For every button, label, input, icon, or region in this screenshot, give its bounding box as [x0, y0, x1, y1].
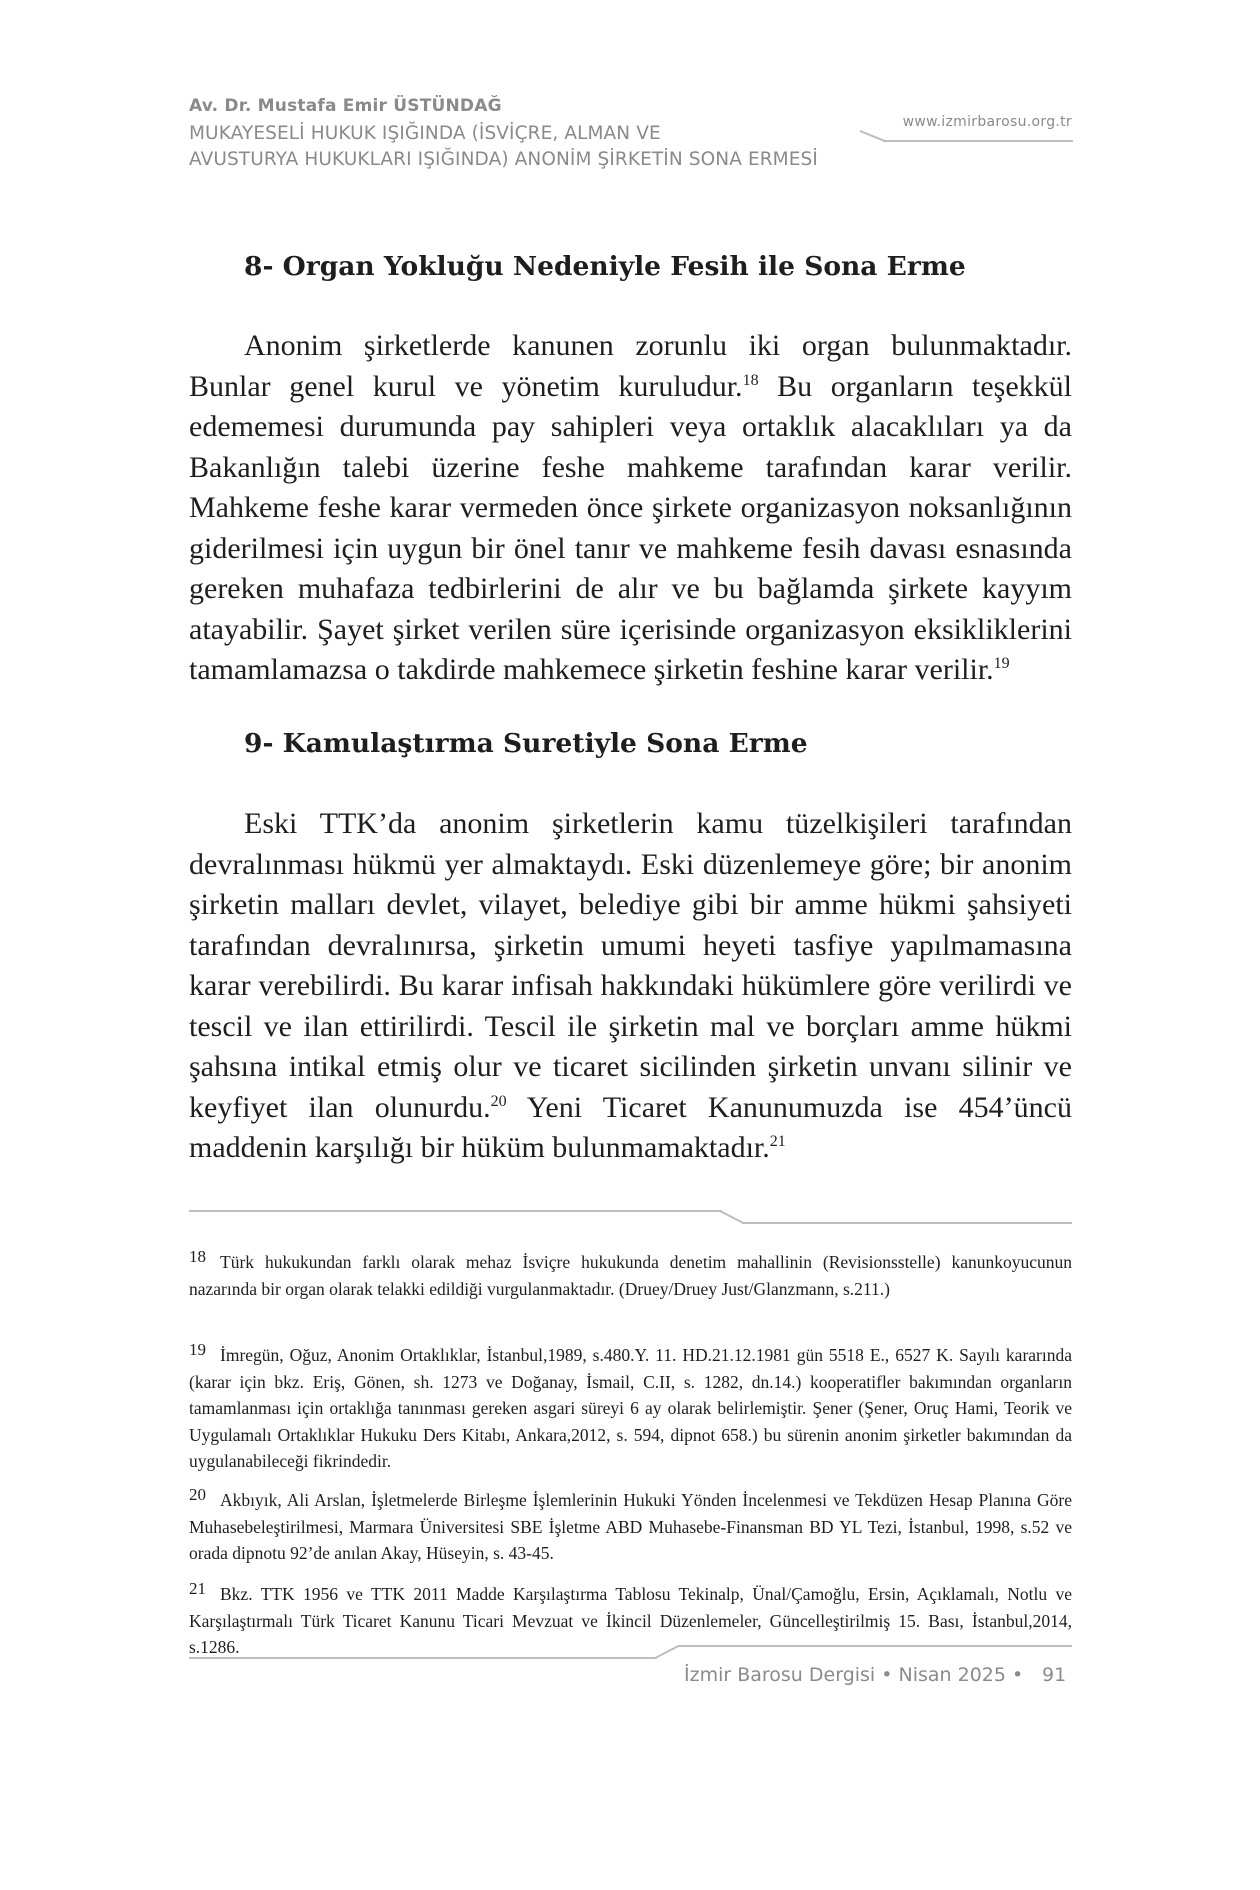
- section-8-text-2: Bu organların teşekkül edememesi durumunda pay sahipleri veya ortaklık alacaklıları ya da Bakanlığın talebi üzerine feshe mahkeme tarafından karar verilir. Mahkeme feshe karar vermeden önce şirkete organizasyon noksanlığının giderilmesi için uygun bir önel tanır ve mahkeme fesih davası esnasında gereken muhafaza tedbirlerini de alır ve bu bağlamda şirkete kayyım atayabilir. Şayet şirket verilen süre içerisinde organizasyon eksikliklerini tamamlamazsa o takdirde mahkemece şirketin feshine karar verilir.: [189, 369, 1072, 686]
- running-header-title-line1: MUKAYESELİ HUKUK IŞIĞINDA (İSVİÇRE, ALMAN VE: [189, 123, 661, 144]
- header-rule: [883, 140, 1073, 142]
- running-header-author: Av. Dr. Mustafa Emir ÜSTÜNDAĞ: [189, 96, 502, 116]
- running-header-website: www.izmirbarosu.org.tr: [902, 114, 1072, 130]
- footnote-18: [189, 1244, 1072, 1302]
- footnote-separator: [189, 1210, 722, 1212]
- page-number: 91: [1042, 1664, 1067, 1686]
- footnote-20: [189, 1482, 1072, 1567]
- footer-rule-right: [678, 1645, 1072, 1647]
- footnote-number: 19: [189, 1340, 206, 1359]
- footer-journal: İzmir Barosu Dergisi • Nisan 2025 •: [684, 1664, 1024, 1686]
- footer-rule: [189, 1657, 657, 1659]
- section-8-heading: 8- Organ Yokluğu Nedeniyle Fesih ile Sona Erme: [244, 251, 966, 282]
- footnote-ref-20: 20: [490, 1092, 507, 1110]
- footnote-number: 20: [189, 1485, 206, 1504]
- footnote-number: 18: [189, 1247, 206, 1266]
- section-9-text-2: Yeni Ticaret Kanunumuzda ise 454’üncü maddenin karşılığı bir hüküm bulunmamaktadır.: [189, 1090, 1072, 1164]
- footnote-ref-18: 18: [742, 371, 759, 389]
- footnote-21: [189, 1576, 1072, 1661]
- footnote-number: 21: [189, 1579, 206, 1598]
- footnote-19: [189, 1337, 1072, 1475]
- section-8-paragraph: [189, 326, 1072, 691]
- section-9-heading: 9- Kamulaştırma Suretiyle Sona Erme: [244, 728, 808, 759]
- footnote-text: Türk hukukundan farklı olarak mehaz İsviçre hukukunda denetim mahallinin (Revisionsstelle) kanunkoyucunun nazarında bir organ olarak telakki edildiği vurgulanmaktadır. (Druey/Druey Just/Glanzmann, s.211.): [189, 1252, 1072, 1299]
- footnote-text: Akbıyık, Ali Arslan, İşletmelerde Birleşme İşlemlerinin Hukuki Yönden İncelenmesi ve Tekdüzen Hesap Planına Göre Muhasebeleştirilmesi, Marmara Üniversitesi SBE İşletme ABD Muhasebe-Finansman BD YL Tezi, İstanbul, 1998, s.52 ve orada dipnotu 92’de anılan Akay, Hüseyin, s. 43-45.: [189, 1490, 1072, 1563]
- running-header-title: [189, 121, 889, 173]
- running-header-title-line2: AVUSTURYA HUKUKLARI IŞIĞINDA) ANONİM ŞİRKETİN SONA ERMESİ: [189, 149, 818, 170]
- footnote-ref-21: 21: [769, 1133, 786, 1150]
- section-8-text-1: Anonim şirketlerde kanunen zorunlu iki organ bulunmaktadır. Bunlar genel kurul ve yönetim kuruludur.: [189, 329, 1072, 403]
- section-9-paragraph: [189, 804, 1072, 1169]
- section-9-text-1: Eski TTK’da anonim şirketlerin kamu tüzelkişileri tarafından devralınması hükmü yer almaktaydı. Eski düzenlemeye göre; bir anonim şirketin malları devlet, vilayet, belediye gibi bir amme hükmi şahsiyeti tarafından devralınırsa, şirketin umumi heyeti tasfiye yapılmamasına karar verebilirdi. Bu karar infisah hakkındaki hükümlere göre verilirdi ve tescil ve ilan ettirilirdi. Tescil ile şirketin mal ve borçları amme hükmi şahsına intikal etmiş olur ve ticaret sicilinden şirketin unvanı silinir ve keyfiyet ilan olunurdu.: [189, 807, 1072, 1124]
- footnote-separator-right: [742, 1222, 1072, 1224]
- footnote-text: Bkz. TTK 1956 ve TTK 2011 Madde Karşılaştırma Tablosu Tekinalp, Ünal/Çamoğlu, Ersin, Açıklamalı, Notlu ve Karşılaştırmalı Türk Ticaret Kanunu Ticari Mevzuat ve İkincil Düzenlemeler, Güncelleştirilmiş 15. Bası, İstanbul,2014, s.1286.: [189, 1584, 1072, 1657]
- footnote-separator-slant: [720, 1210, 745, 1224]
- footnote-ref-19: 19: [993, 655, 1010, 672]
- footnote-text: İmregün, Oğuz, Anonim Ortaklıklar, İstanbul,1989, s.480.Y. 11. HD.21.12.1981 gün 5518 E., 6527 K. Sayılı kararında (karar için bkz. Eriş, Gönen, sh. 1273 ve Doğanay, İsmail, C.II, s. 1282, dn.14.) kooperatifler bakımından organların tamamlanması için ortaklığa tanınması gereken asgari süreyi 6 ay olarak belirlemiştir. Şener (Şener, Oruç Hami, Teorik ve Uygulamalı Ortaklıklar Hukuku Ders Kitabı, Ankara,2012, s. 594, dipnot 658.) bu sürenin anonim şirketler bakımından da uygulanabileceği fikrindedir.: [189, 1345, 1072, 1471]
